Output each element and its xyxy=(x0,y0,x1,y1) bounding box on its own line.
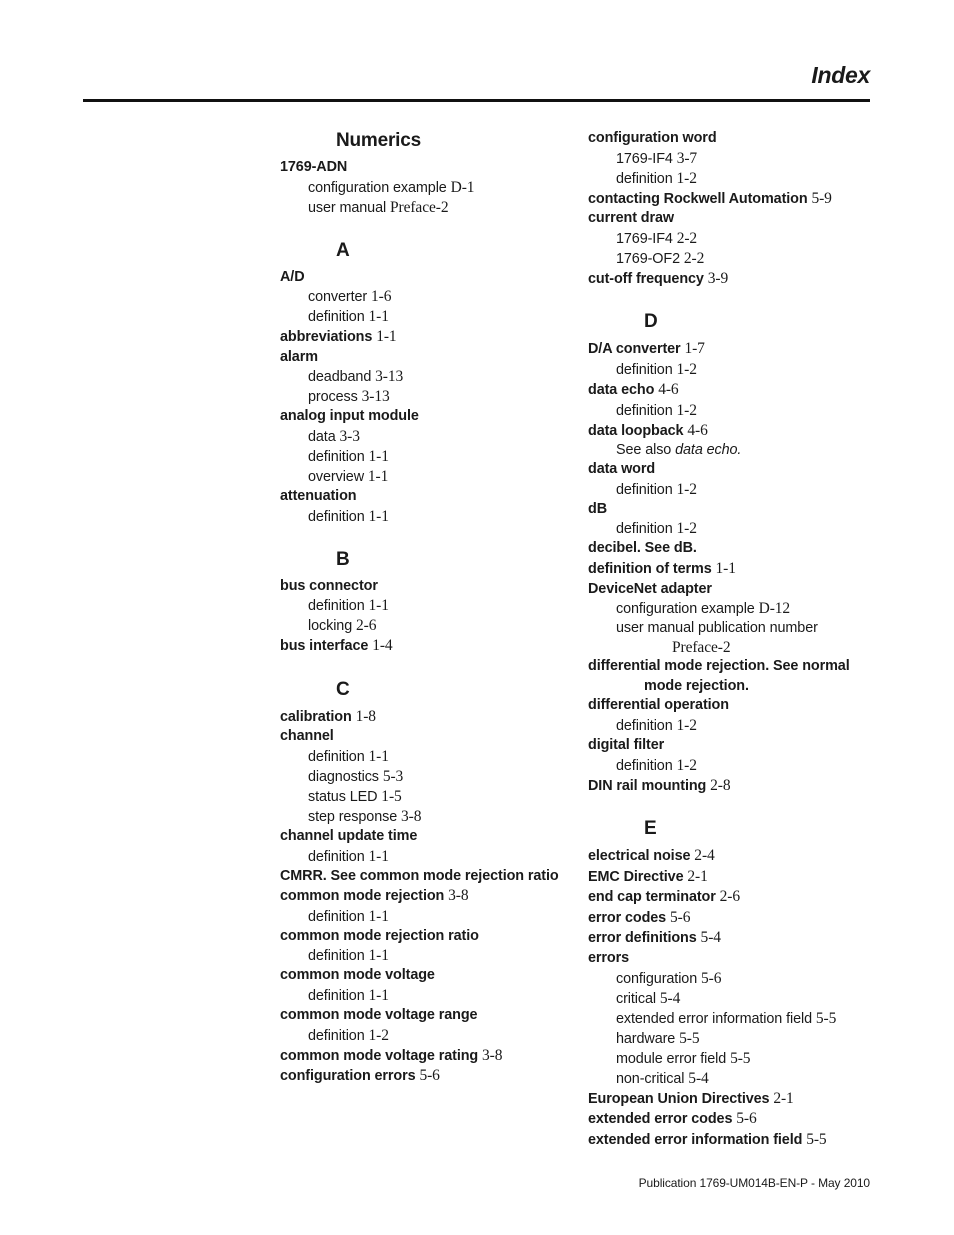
subentry-see-also-target[interactable]: data echo. xyxy=(675,442,742,459)
section-heading: C xyxy=(336,678,350,700)
subentry-text: definition xyxy=(616,481,673,498)
subentry-text: locking xyxy=(308,618,353,635)
entry-term: configuration errors xyxy=(280,1068,416,1085)
subentry-page-ref[interactable]: 3-3 xyxy=(339,427,360,445)
entry-term: electrical noise xyxy=(588,848,691,865)
publication-footer: Publication 1769-UM014B-EN-P - May 2010 xyxy=(638,1176,870,1190)
entry-page-ref[interactable]: 1-1 xyxy=(376,328,397,346)
subentry-text: configuration example xyxy=(308,179,447,196)
subentry-page-ref[interactable]: 1-2 xyxy=(676,401,697,419)
entry-term: calibration xyxy=(280,708,352,725)
entry-term: current draw xyxy=(588,210,674,227)
subentry-page-ref[interactable]: 1-1 xyxy=(368,507,389,525)
index-section xyxy=(280,547,570,657)
section-heading: A xyxy=(336,239,350,261)
subentry-page-ref[interactable]: 5-5 xyxy=(815,1009,837,1027)
entry-term: decibel. See dB. xyxy=(588,540,697,557)
entry-term: attenuation xyxy=(280,487,357,504)
index-entry xyxy=(280,966,570,986)
index-entry xyxy=(280,327,570,348)
subentry-page-ref[interactable]: 1-1 xyxy=(368,947,389,965)
entry-term: end cap terminator xyxy=(588,889,716,906)
entry-term: DIN rail mounting xyxy=(588,777,707,794)
subentry-page-ref[interactable]: 1-2 xyxy=(368,1026,389,1044)
index-entry xyxy=(588,380,878,401)
entry-page-ref[interactable]: 2-1 xyxy=(773,1089,794,1107)
index-subentry xyxy=(280,387,570,407)
subentry-text: definition xyxy=(308,987,365,1004)
index-entry xyxy=(588,500,878,520)
index-subentry xyxy=(588,619,878,657)
index-entry xyxy=(588,209,878,229)
section-heading: E xyxy=(644,818,657,840)
index-subentry xyxy=(588,480,878,500)
entry-term: definition of terms xyxy=(588,560,712,577)
index-entry xyxy=(588,887,878,908)
entry-term: channel update time xyxy=(280,827,418,844)
subentry-page-ref[interactable]: 1-2 xyxy=(676,756,697,774)
entry-term: 1769-ADN xyxy=(280,159,348,175)
entry-term: errors xyxy=(588,950,629,967)
index-entry xyxy=(588,1089,878,1110)
subentry-page-ref[interactable]: 5-4 xyxy=(659,989,681,1007)
index-section xyxy=(588,816,878,1150)
subentry-text: 1769-IF4 xyxy=(616,150,673,167)
entry-term: digital filter xyxy=(588,736,665,753)
entry-term: common mode rejection ratio xyxy=(280,927,479,944)
index-subentry xyxy=(280,787,570,807)
subentry-text: definition xyxy=(308,598,365,615)
subentry-page-ref[interactable]: 2-2 xyxy=(683,249,705,267)
index-entry xyxy=(280,867,570,887)
subentry-text: 1769-IF4 xyxy=(616,230,673,247)
index-entry xyxy=(588,696,878,716)
entry-term: common mode voltage range xyxy=(280,1006,478,1023)
index-subentry xyxy=(280,447,570,467)
subentry-text: critical xyxy=(616,990,656,1007)
index-column-left xyxy=(280,128,570,1107)
index-entry xyxy=(588,949,878,969)
subentry-page-ref[interactable]: D-12 xyxy=(758,600,791,618)
subentry-page-ref[interactable]: 1-1 xyxy=(368,747,389,765)
entry-term: differential operation xyxy=(588,697,729,714)
subentry-text: data xyxy=(308,428,336,445)
entry-page-ref[interactable]: 3-9 xyxy=(707,269,729,287)
index-entry xyxy=(588,736,878,756)
entry-page-ref[interactable]: 1-4 xyxy=(372,637,393,655)
subentry-text: See also xyxy=(616,442,672,459)
entry-page-ref[interactable]: 5-6 xyxy=(419,1067,440,1085)
subentry-text: converter xyxy=(308,289,368,306)
index-entry xyxy=(280,487,570,507)
entry-term: data echo xyxy=(588,381,655,398)
subentry-page-ref[interactable]: 5-4 xyxy=(688,1069,709,1087)
entry-term: common mode voltage xyxy=(280,967,435,984)
subentry-text: definition xyxy=(308,508,365,525)
subentry-text: deadband xyxy=(308,369,372,386)
subentry-page-ref[interactable]: 1-2 xyxy=(676,360,697,378)
entry-page-ref[interactable]: 2-4 xyxy=(694,847,715,865)
subentry-page-ref[interactable]: 2-6 xyxy=(356,617,377,635)
index-entry xyxy=(280,1046,570,1067)
index-section xyxy=(280,677,570,1087)
index-subentry xyxy=(588,360,878,380)
index-subentry xyxy=(588,519,878,539)
entry-term: cut-off frequency xyxy=(588,270,704,287)
index-subentry xyxy=(280,198,570,218)
entry-term: alarm xyxy=(280,348,318,365)
index-subentry xyxy=(588,441,878,460)
index-entry xyxy=(280,158,570,178)
index-subentry xyxy=(280,767,570,787)
entry-term: channel xyxy=(280,728,334,745)
subentry-page-ref[interactable]: 1-1 xyxy=(368,907,389,925)
subentry-text: definition xyxy=(308,848,365,865)
index-entry xyxy=(280,577,570,597)
subentry-page-ref[interactable]: 1-2 xyxy=(676,480,697,498)
index-subentry xyxy=(588,149,878,169)
entry-page-ref[interactable]: 2-8 xyxy=(710,776,731,794)
index-subentry xyxy=(280,596,570,616)
index-subentry xyxy=(588,1009,878,1029)
index-entry xyxy=(280,707,570,728)
subentry-page-ref[interactable]: 2-2 xyxy=(676,229,698,247)
index-entry xyxy=(588,339,878,360)
index-subentry xyxy=(280,907,570,927)
index-entry xyxy=(588,460,878,480)
subentry-text: definition xyxy=(616,521,673,538)
index-entry xyxy=(588,846,878,867)
index-column-right xyxy=(588,129,878,1170)
subentry-text: definition xyxy=(616,402,673,419)
index-subentry xyxy=(588,1069,878,1089)
entry-page-ref[interactable]: 5-4 xyxy=(700,929,721,947)
entry-page-ref[interactable]: 3-8 xyxy=(482,1046,503,1064)
index-subentry xyxy=(588,169,878,189)
entry-term: EMC Directive xyxy=(588,868,684,885)
index-subentry xyxy=(588,599,878,619)
entry-term: configuration word xyxy=(588,130,717,146)
index-entry xyxy=(280,1006,570,1026)
index-entry xyxy=(588,908,878,929)
index-entry xyxy=(588,867,878,888)
entry-term: extended error information field xyxy=(588,1131,803,1148)
subentry-text: definition xyxy=(616,757,673,774)
index-subentry xyxy=(588,1029,878,1049)
index-subentry xyxy=(280,946,570,966)
subentry-text: definition xyxy=(308,948,365,965)
index-subentry xyxy=(280,287,570,307)
index-section xyxy=(588,129,878,289)
entry-page-ref[interactable]: 1-1 xyxy=(715,559,736,577)
index-subentry xyxy=(280,467,570,487)
subentry-text: definition xyxy=(308,908,365,925)
index-subentry xyxy=(280,1026,570,1046)
index-subentry xyxy=(280,367,570,387)
entry-term: error codes xyxy=(588,909,667,926)
index-entry xyxy=(588,421,878,442)
index-subentry xyxy=(588,401,878,421)
subentry-text: definition xyxy=(616,717,673,734)
subentry-text: definition xyxy=(616,361,673,378)
index-entry xyxy=(280,348,570,368)
entry-term: dB xyxy=(588,500,607,517)
entry-page-ref[interactable]: 4-6 xyxy=(658,380,679,398)
entry-term: error definitions xyxy=(588,930,697,947)
entry-term-continued: mode rejection. xyxy=(644,677,749,694)
index-subentry xyxy=(588,989,878,1009)
subentry-text: step response xyxy=(308,808,398,825)
subentry-page-ref[interactable]: 5-6 xyxy=(701,969,722,987)
entry-page-ref[interactable]: 2-6 xyxy=(719,888,741,906)
subentry-page-ref[interactable]: 1-1 xyxy=(368,447,389,465)
subentry-page-ref[interactable]: D-1 xyxy=(450,178,475,196)
subentry-text: definition xyxy=(308,1027,365,1044)
index-subentry xyxy=(280,986,570,1006)
subentry-text: definition xyxy=(616,170,673,187)
subentry-text: module error field xyxy=(616,1050,727,1067)
subentry-text: definition xyxy=(308,748,365,765)
subentry-page-ref[interactable]: 1-2 xyxy=(676,520,697,538)
index-entry xyxy=(588,580,878,600)
entry-page-ref[interactable]: 5-6 xyxy=(670,908,691,926)
subentry-page-ref[interactable]: 5-5 xyxy=(730,1049,751,1067)
index-entry xyxy=(280,407,570,427)
subentry-text: extended error information field xyxy=(616,1010,812,1027)
index-section xyxy=(280,238,570,527)
index-entry xyxy=(280,886,570,907)
subentry-text: non-critical xyxy=(616,1070,685,1087)
index-subentry xyxy=(280,178,570,198)
subentry-page-ref[interactable]: 3-13 xyxy=(375,368,404,386)
subentry-page-ref[interactable]: 3-7 xyxy=(676,149,698,167)
subentry-page-ref[interactable]: Preface-2 xyxy=(672,639,731,657)
section-heading: B xyxy=(336,548,350,570)
entry-term: European Union Directives xyxy=(588,1090,770,1107)
index-entry xyxy=(588,269,878,290)
entry-term: analog input module xyxy=(280,408,419,425)
subentry-text: overview xyxy=(308,468,364,485)
subentry-text: status LED xyxy=(308,788,378,805)
index-entry xyxy=(588,928,878,949)
entry-term: DeviceNet adapter xyxy=(588,580,712,597)
index-entry xyxy=(280,827,570,847)
subentry-text: configuration example xyxy=(616,601,755,618)
subentry-page-ref[interactable]: 1-1 xyxy=(368,597,389,615)
entry-term: common mode voltage rating xyxy=(280,1047,479,1064)
entry-term: bus connector xyxy=(280,577,378,594)
index-subentry xyxy=(280,616,570,636)
index-subentry xyxy=(588,249,878,269)
index-entry xyxy=(280,636,570,657)
subentry-page-ref[interactable]: Preface-2 xyxy=(390,198,449,216)
entry-term: common mode rejection xyxy=(280,888,445,905)
entry-term: D/A converter xyxy=(588,341,681,358)
section-heading: D xyxy=(644,311,658,333)
index-subentry xyxy=(280,747,570,767)
index-subentry xyxy=(588,229,878,249)
index-subentry xyxy=(588,716,878,736)
index-entry xyxy=(588,657,878,696)
section-heading: Numerics xyxy=(336,130,421,151)
index-subentry xyxy=(588,1049,878,1069)
index-entry xyxy=(280,927,570,947)
subentry-page-ref[interactable]: 1-1 xyxy=(368,308,389,326)
index-entry xyxy=(588,189,878,210)
entry-page-ref[interactable]: 5-5 xyxy=(806,1130,827,1148)
index-entry xyxy=(280,1066,570,1087)
subentry-page-ref[interactable]: 1-2 xyxy=(676,716,697,734)
subentry-text: configuration xyxy=(616,970,698,987)
entry-term: differential mode rejection. See normal xyxy=(588,658,850,675)
entry-term: bus interface xyxy=(280,638,369,655)
entry-term: A/D xyxy=(280,268,305,285)
subentry-text: user manual xyxy=(308,199,387,216)
index-section xyxy=(588,309,878,796)
index-entry xyxy=(588,1130,878,1151)
subentry-text: definition xyxy=(308,309,365,326)
entry-page-ref[interactable]: 2-1 xyxy=(687,867,708,885)
subentry-page-ref[interactable]: 1-2 xyxy=(676,169,697,187)
index-entry xyxy=(588,129,878,149)
subentry-text: hardware xyxy=(616,1030,676,1047)
index-entry xyxy=(588,539,878,559)
entry-page-ref[interactable]: 1-7 xyxy=(684,340,705,358)
index-entry xyxy=(280,727,570,747)
index-entry xyxy=(588,776,878,797)
index-subentry xyxy=(588,969,878,989)
entry-page-ref[interactable]: 5-6 xyxy=(736,1110,757,1128)
subentry-text: user manual publication number xyxy=(616,620,818,637)
entry-term: abbreviations xyxy=(280,329,373,346)
subentry-page-ref[interactable]: 3-8 xyxy=(401,807,422,825)
index-entry xyxy=(280,268,570,288)
index-subentry xyxy=(280,427,570,447)
subentry-page-ref[interactable]: 1-1 xyxy=(367,467,389,485)
subentry-page-ref[interactable]: 1-1 xyxy=(368,986,389,1004)
entry-term: contacting Rockwell Automation xyxy=(588,190,808,207)
subentry-page-ref[interactable]: 5-5 xyxy=(679,1029,700,1047)
entry-term: data word xyxy=(588,461,656,478)
index-entry xyxy=(588,1109,878,1130)
page-title: Index xyxy=(811,62,870,88)
header-rule xyxy=(83,99,870,102)
entry-page-ref[interactable]: 4-6 xyxy=(687,421,708,439)
entry-term: CMRR. See common mode rejection ratio xyxy=(280,867,559,884)
index-subentry xyxy=(280,507,570,527)
subentry-page-ref[interactable]: 5-3 xyxy=(382,767,404,785)
subentry-text: definition xyxy=(308,448,365,465)
index-subentry xyxy=(588,756,878,776)
entry-page-ref[interactable]: 3-8 xyxy=(448,887,469,905)
entry-page-ref[interactable]: 1-8 xyxy=(355,707,376,725)
subentry-text: process xyxy=(308,389,358,406)
entry-term: data loopback xyxy=(588,422,684,439)
index-section xyxy=(280,128,570,218)
entry-page-ref[interactable]: 5-9 xyxy=(811,189,832,207)
subentry-page-ref[interactable]: 1-6 xyxy=(371,288,392,306)
index-subentry xyxy=(280,307,570,327)
index-subentry xyxy=(280,847,570,867)
subentry-text: diagnostics xyxy=(308,768,379,785)
index-subentry xyxy=(280,807,570,827)
index-entry xyxy=(588,559,878,580)
subentry-text: 1769-OF2 xyxy=(616,250,680,267)
entry-term: extended error codes xyxy=(588,1111,733,1128)
subentry-page-ref[interactable]: 3-13 xyxy=(361,388,390,406)
subentry-page-ref[interactable]: 1-1 xyxy=(368,847,389,865)
subentry-page-ref[interactable]: 1-5 xyxy=(381,787,402,805)
